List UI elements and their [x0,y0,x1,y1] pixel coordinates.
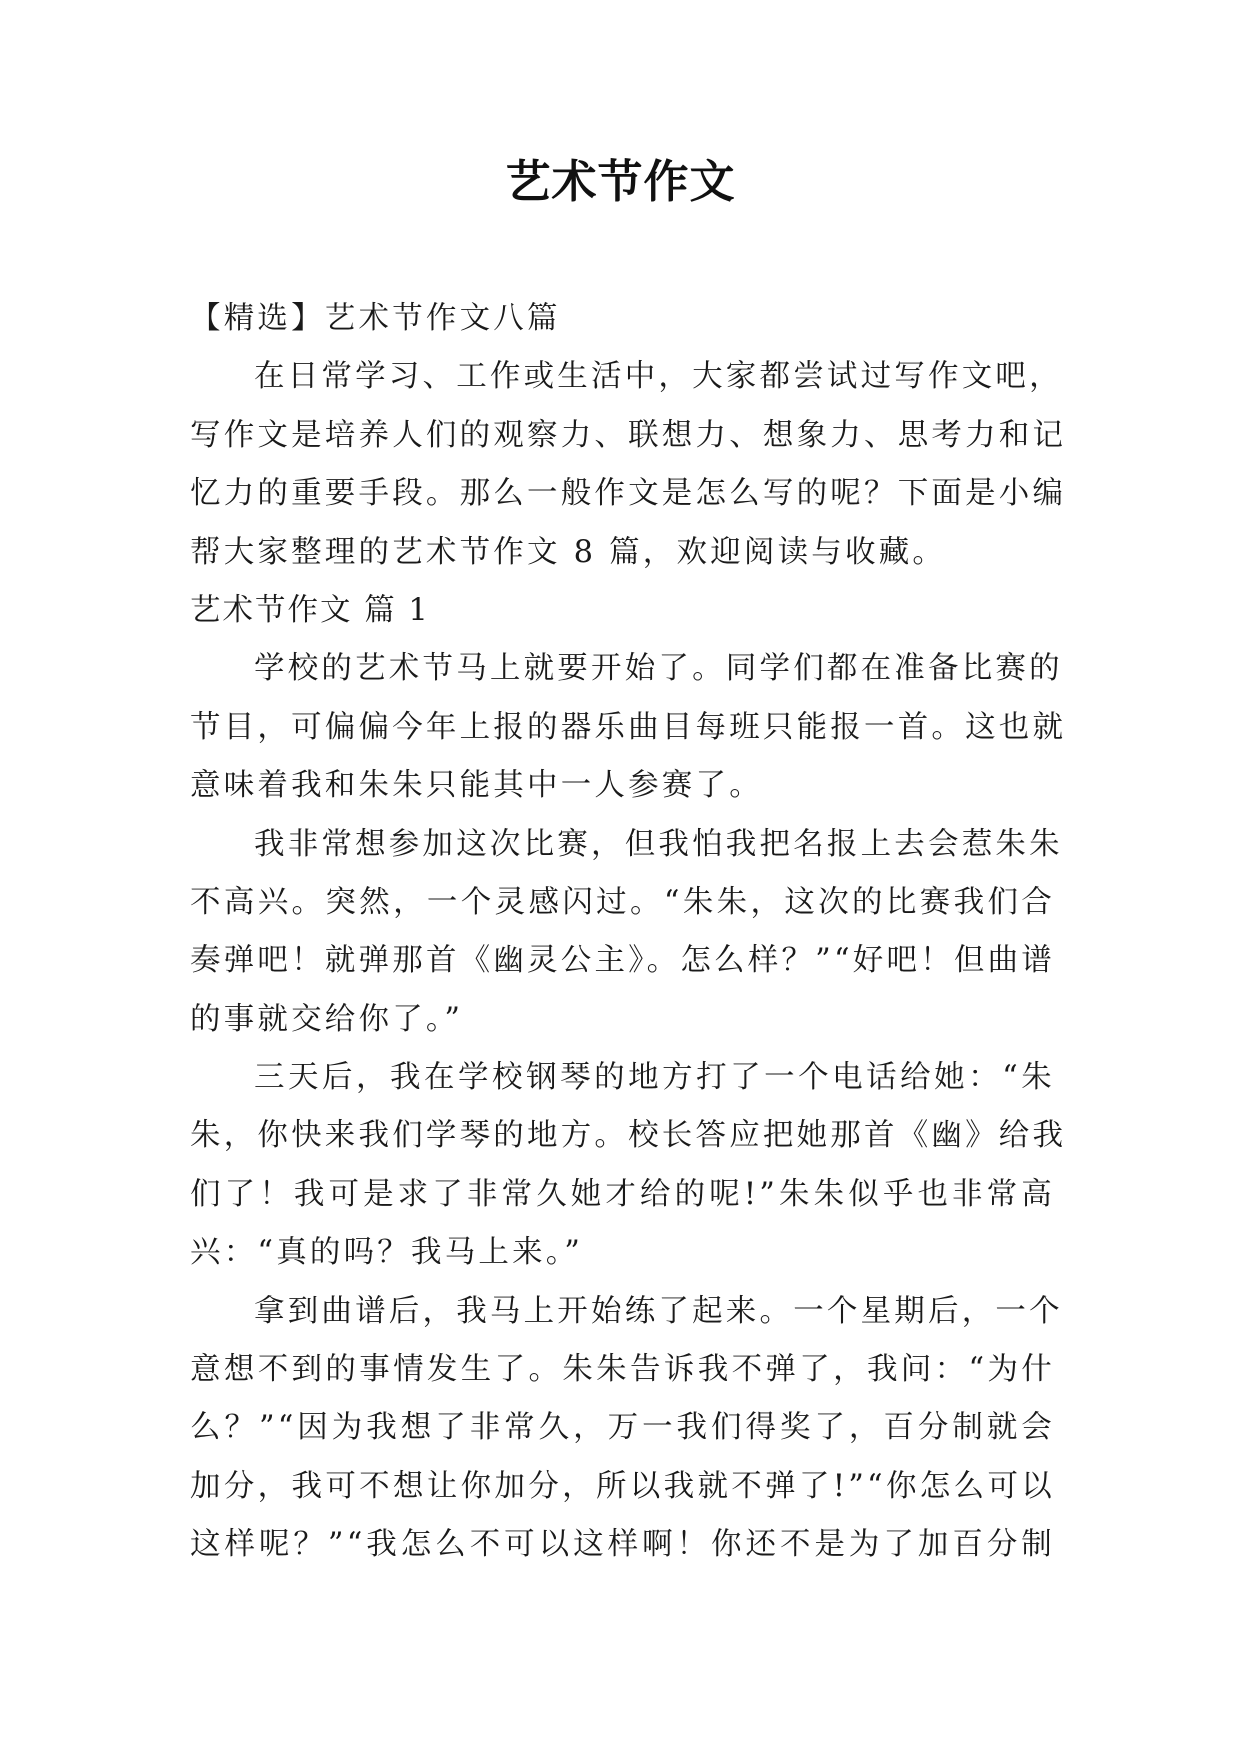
intro-paragraph-line: 忆力的重要手段。那么一般作文是怎么写的呢？下面是小编 [190,476,1067,512]
paragraph-line: 我非常想参加这次比赛，但我怕我把名报上去会惹朱朱 [254,826,1063,862]
paragraph-line: 兴：“真的吗？我马上来。” [190,1235,584,1271]
paragraph-line: 们了！我可是求了非常久她才给的呢!”朱朱似乎也非常高 [190,1176,1055,1212]
intro-paragraph-line: 写作文是培养人们的观察力、联想力、想象力、思考力和记 [190,417,1067,453]
paragraph-line: 三天后，我在学校钢琴的地方打了一个电话给她：“朱 [254,1060,1055,1096]
paragraph-line: 的事就交给你了。” [190,1001,464,1037]
paragraph-line: 这样呢？”“我怎么不可以这样啊！你还不是为了加百分制 [190,1527,1055,1563]
paragraph-line: 节目，可偏偏今年上报的器乐曲目每班只能报一首。这也就 [190,709,1067,745]
document-body [190,290,1067,1575]
paragraph-line: 奏弹吧！就弹那首《幽灵公主》。怎么样？”“好吧！但曲谱 [190,943,1055,979]
document-title: 艺术节作文 [505,155,736,208]
paragraph-line: 朱，你快来我们学琴的地方。校长答应把她那首《幽》给我 [190,1118,1067,1154]
paragraph-line: 么？”“因为我想了非常久，万一我们得奖了，百分制就会 [190,1410,1055,1446]
intro-paragraph-line: 帮大家整理的艺术节作文 8 篇，欢迎阅读与收藏。 [190,534,947,570]
intro-paragraph-line: 在日常学习、工作或生活中，大家都尝试过写作文吧， [254,359,1063,395]
paragraph-line: 意想不到的事情发生了。朱朱告诉我不弹了，我问：“为什 [190,1352,1055,1388]
paragraph-line: 不高兴。突然，一个灵感闪过。“朱朱，这次的比赛我们合 [190,884,1055,920]
paragraph-line: 加分，我可不想让你加分，所以我就不弹了!”“你怎么可以 [190,1468,1055,1504]
paragraph-line: 学校的艺术节马上就要开始了。同学们都在准备比赛的 [254,651,1063,687]
paragraph-line: 意味着我和朱朱只能其中一人参赛了。 [190,768,763,804]
paragraph-line: 拿到曲谱后，我马上开始练了起来。一个星期后，一个 [254,1293,1063,1329]
intro-heading: 【精选】艺术节作文八篇 [190,301,561,336]
section-heading: 艺术节作文 篇 1 [190,592,430,628]
